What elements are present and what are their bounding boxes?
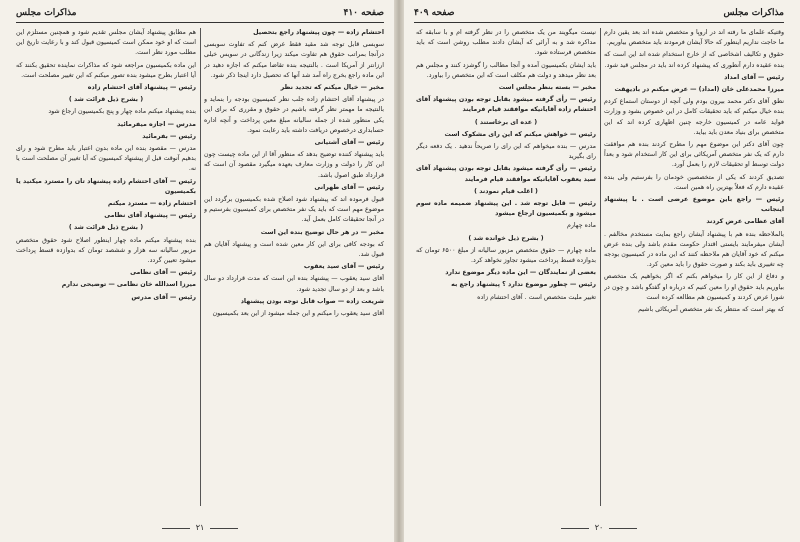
paragraph: چون آقای دکتر این موضوع مهم را مطرح کردند بنده هم موافقت دارم که یک نفر متخصص آمریکائی برای این کار استخدام شود و بعداً دولت توسط او تحقیقات لازم را بعمل آورد. — [604, 141, 784, 169]
paragraph: که بهتر است که منتظر یک نفر متخصص آمریکائی باشیم — [638, 306, 784, 314]
stage-direction: ( بشرح ذیل خوانده شد ) — [468, 234, 544, 242]
right-page-left-column — [416, 28, 596, 506]
speaker-line: رئیس — آقای آشتیانی — [314, 139, 384, 147]
speaker-line: رئیس — بفرمائید — [142, 132, 196, 140]
right-page-title: مذاکرات مجلس — [723, 8, 784, 18]
speaker-line: میرزا محمدعلی خان (امداد) — عرض میکنم در بادیهقت — [614, 86, 784, 94]
paragraph: مدرس — مقصود بنده این ماده بدون اعتبار باید مطرح شود و رای بدهیم آنوقت قبل از پیشنهاد کمیسیون که آیا تغییر آن مصلحت است یا نه. — [16, 145, 196, 173]
speaker-line: رئیس — راجع باین موضوع عرضی است . با پیشنهاد اینجانب — [604, 196, 784, 214]
speaker-line: رئیس — چطور موضوع ندارد ؟ پیشنهاد راجع به — [451, 281, 596, 289]
paragraph: نیست میگویند من یک متخصص را در نظر گرفته ام و با سابقه که مداکره شد و به آرائی که آیشان دادند مطلب روشن است که باید متخصص فرستاده شود. — [416, 29, 596, 57]
left-header-rule — [16, 22, 384, 23]
speaker-line: رئیس — پیشنهاد آقای نظامی — [104, 212, 196, 220]
left-page-header — [16, 6, 384, 20]
book-gutter — [394, 0, 404, 542]
speaker-line: رئیس — پیشنهاد آقای احتشام زاده — [87, 84, 196, 92]
paragraph: ماده چهارم — [566, 222, 596, 230]
speaker-line: مخبر — بسته بنظر مجلس است — [498, 84, 596, 92]
right-page-right-column — [604, 28, 784, 506]
paragraph: نطق آقای دکتر محمد بیرون بودم ولی آنچه از دوستان استماع کردم بنده خیال میکنم که باید تحقیقات کامل در این خصوص بشود و وزارت فواید عامه در کمیسیون خارجه چنین اظهاری کرده اند که این متخصص برای بنیاد معدن باید بیاید. — [604, 98, 784, 136]
paragraph: مدرس — بنده میخواهم که این رای را صریحاً ندهید . یک دفعه دیگر رای بگیرید — [416, 143, 596, 161]
paragraph: بنده پیشنهاد میکنم ماده چهار اینطور اصلاح شود حقوق متخصص مزبور سالیانه سه هزار و ششصد تومان که بدوازده قسط پرداخت میشود تعیین گردد. — [16, 236, 196, 265]
left-page-title: مذاکرات مجلس — [16, 8, 77, 18]
right-column-divider — [600, 28, 601, 506]
right-folio: ۲۰ — [594, 523, 604, 532]
stage-direction: ( عده ای برخاستند ) — [474, 118, 538, 126]
speaker-line: رئیس — آقای امداد — [724, 73, 784, 81]
speaker-line: بعضی از نمایندگان — این ماده دیگر موضوع ندارد — [445, 269, 596, 277]
left-page-footer — [6, 523, 394, 532]
paragraph: باید ایشان بکمیسیون آمده و آنجا مطالب را گوشزد کنند و مجلس هم بعد نظر میدهد و دولت هم مکلف است که این متخصص را بیاورد. — [416, 61, 596, 79]
paragraph: سوبسی قابل توجه شد مقید فقط عرض کنم که تفاوت سوبسی درآنجا بمراتب حقوق هم تفاوت میکند زیرا زندگانی در سویس خیلی ارزانتر از آمریکا است . بالنتیجه بنده تقاضا میکنم که اجازه دهید در این ماده راجع بخرج راه آمد شد آنها که تحصیل دارد اینجا ذکر شود. — [204, 41, 384, 79]
speaker-line: رئیس — رأی گرفته میشود بقابل توجه بودن پیشنهاد آقای احتشام زاده آقایانیکه موافقند قیام فرمایند — [416, 96, 596, 114]
paragraph: حقوق و تکالیف اشخاصی که از خارج استخدام شده اند این است که بنده عقیده دارم آنطوری که پیشنهاد کرده اند باید در مجلس قید شود. — [604, 51, 784, 69]
speaker-line: رئیس — رأی گرفته میشود بقابل توجه بودن پیشنهاد آقای سید یعقوب آقایانیکه موافقند قیام فرمایند — [416, 165, 596, 183]
stage-direction: ( اغلب قیام نمودند ) — [474, 187, 538, 195]
speaker-line: آقای عظامی عرض کردند — [706, 218, 784, 226]
left-page-number: صفحه ۴۱۰ — [343, 8, 384, 18]
paragraph: در پیشنهاد آقای احتشام زاده جلب نظر کمیسیون بودجه را بنماید و بالنتیجه ما مهمتر نظر گرفته باشیم در حقوق و مقرری که برای این یکی منظور شده از جمله سالیانه مبلغ معین پرداخت و آنچه اداره حسابداری درخصوص دریافت داشته باید رعایت نمود. — [204, 96, 384, 134]
paragraph: و دفاع از این کار را میخواهم بکنم که اگر بخواهیم یک متخصص بیاوریم باید حقوق او را معین کنیم که درباره او گفتگو باشد و چون در شورا عرض کردند و کمیسیون هم مطالعه کرده است — [604, 273, 784, 301]
paragraph: وقتیکه علمای ما رفته اند در اروپا و متخصص شده اند بعد یقین دارم ما حاجت نداریم اینطور که حالا آیشان فرمودند باید متخصص بیاوریم. — [604, 29, 784, 47]
speaker-line: رئیس — خواهش میکنم که این رای مشکوک است — [444, 130, 596, 138]
paragraph: بالملاحظه بنده هم با پیشنهاد آیشان راجع بمایت مستخدم مخالفم . آیشان میفرمایند بایستی اقتدار حکومت مقدم باشد ولی بنده عرض میکنم که خود آقایان هم ملاحظه کنند که این ماده در کمیسیون بودجه چه تغییری باید بکند و صورت حقوق را باید معین کرد. — [604, 230, 784, 269]
paragraph: قبول فرموده اند که پیشنهاد شود اصلاح شده بکمیسیون برگردد این موضوع مهم است که باید یک نفر متخصص برای کمیسیون بفرستیم و در آنجا تحقیقات کامل بعمل آید. — [204, 196, 384, 224]
left-page-right-column — [204, 28, 384, 506]
right-page — [404, 0, 794, 542]
stage-direction: ( بشرح ذیل قرائت شد ) — [68, 96, 144, 104]
paragraph: باید پیشنهاد کننده توضیح بدهد که منظور آقا از این ماده چیست چون این کار را دولت و وزارت معارف بعهده میگیرد مقصود آن است که قرارداد طبق اصول باشد. — [204, 151, 384, 179]
speaker-line: مخبر — خیال میکنم که تجدید نظر — [280, 84, 384, 92]
left-page-left-column — [16, 28, 196, 506]
paragraph: ماده چهارم — حقوق متخصص مزبور سالیانه از مبلغ ۶۵۰۰ تومان که بدوازده قسط پرداخت میشود تجاوز نخواهد کرد. — [416, 246, 596, 265]
speaker-line: رئیس — آقای احتشام زاده پیشنهاد تان را مسترد میکنید یا بکمیسیون — [16, 177, 196, 195]
right-page-footer — [404, 523, 794, 532]
speaker-line: مخبر — در هر حال توضیح بنده این است — [260, 228, 384, 236]
paragraph: آقای سید یعقوب — پیشنهاد بنده این است که مدت قرارداد دو سال باشد و بعد از دو سال تجدید شود. — [204, 275, 384, 293]
paragraph: تصدیق کردند که یکی از متخصصین خودمان را بفرستیم ولی بنده عقیده دارم که فعلاً بهترین راه همین است. — [604, 173, 784, 191]
right-page-number: صفحه ۴۰۹ — [414, 8, 455, 18]
stage-direction: ( بشرح ذیل قرائت شد ) — [68, 224, 144, 232]
speaker-line: شریعت زاده — صواب قابل توجه بودن پیشنهاد — [240, 297, 384, 305]
speaker-line: رئیس — قابل توجه شد . این پیشنهاد ضمیمه ماده سوم میشود و بکمیسیون ارجاع میشود — [416, 200, 596, 218]
speaker-line: رئیس — آقای طهرانی — [314, 183, 384, 191]
speaker-line: احتشام زاده — چون پیشنهاد راجع بتحصیل — [253, 29, 384, 36]
speaker-line: مدرس — اجازه میفرمائید — [117, 120, 196, 128]
paragraph: بنده پیشنهاد میکنم ماده چهار و پنج بکمیسیون ارجاع شود — [48, 108, 196, 116]
left-column-divider — [200, 28, 201, 506]
paragraph: تغییر ملیت متخصص است . آقای احتشام زاده — [477, 293, 596, 301]
left-folio: ۲۱ — [195, 523, 205, 532]
paragraph: هم مطابق پیشنهاد آیشان مجلس تقدیم شود و همچنین مستلزم این است که او خود ممکن است کمیسیون قبول کند و با رعایت تاریخ این مطلب مورد نظر است. — [16, 29, 196, 57]
right-page-header — [414, 6, 784, 20]
speaker-line: رئیس — آقای نظامی — [130, 269, 196, 277]
paragraph: آقای سید یعقوب را میکنم و این جمله میشود از این بعد بکمیسیون — [212, 310, 384, 318]
left-page — [6, 0, 394, 542]
paragraph: که بودجه کافی برای این کار معین شده است و پیشنهاد آقایان هم قبول شد. — [204, 240, 384, 259]
speaker-line: احتشام زاده — مسترد میکنم — [107, 200, 196, 208]
speaker-line: رئیس — آقای سید یعقوب — [303, 263, 384, 271]
right-header-rule — [414, 22, 784, 23]
speaker-line: میرزا اسدالله خان نظامی — توضیحی ندارم — [61, 281, 196, 289]
speaker-line: رئیس — آقای مدرس — [131, 293, 196, 301]
paragraph: این ماده بکمیسیون مراجعه شود که مذاکرات نماینده تحقیق بکنند که آیا اعتبار بطرح میشود بنده تصور میکنم که این تغییر مصلحت است. — [16, 61, 196, 79]
